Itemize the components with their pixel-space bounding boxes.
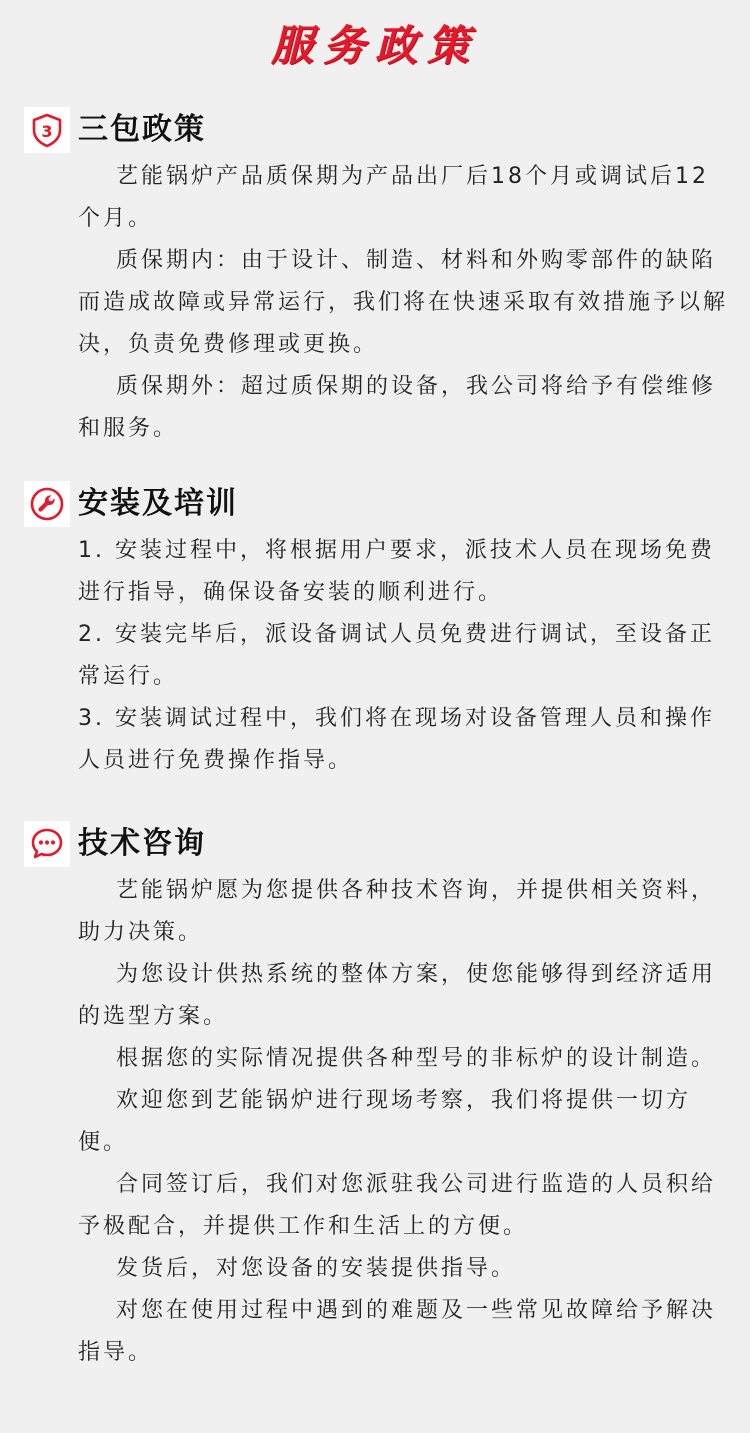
section-body xyxy=(78,530,728,782)
section-title: 三包政策 xyxy=(78,112,206,147)
paragraph: 合同签订后，我们对您派驻我公司进行监造的人员积给予极配合，并提供工作和生活上的方便。 xyxy=(78,1172,717,1239)
section-header xyxy=(0,818,750,870)
section-title: 安装及培训 xyxy=(78,486,238,521)
paragraph: 2. 安装完毕后，派设备调试人员免费进行调试，至设备正常运行。 xyxy=(78,622,715,689)
wrench-icon xyxy=(24,481,70,527)
paragraph: 艺能锅炉愿为您提供各种技术咨询，并提供相关资料，助力决策。 xyxy=(78,878,717,945)
chat-bubble-icon xyxy=(24,821,70,867)
paragraph: 质保期外：超过质保期的设备，我公司将给予有偿维修和服务。 xyxy=(78,374,717,441)
paragraph: 艺能锅炉产品质保期为产品出厂后18个月或调试后12个月。 xyxy=(78,164,709,231)
paragraph: 发货后，对您设备的安装提供指导。 xyxy=(116,1256,517,1281)
paragraph: 对您在使用过程中遇到的难题及一些常见故障给予解决指导。 xyxy=(78,1298,717,1365)
page-title: 服务政策 xyxy=(270,21,479,70)
section-title: 技术咨询 xyxy=(78,826,206,861)
paragraph: 1. 安装过程中，将根据用户要求，派技术人员在现场免费进行指导，确保设备安装的顺利进行。 xyxy=(78,538,715,605)
section-body xyxy=(78,156,728,450)
section-warranty-policy xyxy=(0,104,750,454)
paragraph: 为您设计供热系统的整体方案，使您能够得到经济适用的选型方案。 xyxy=(78,962,717,1029)
paragraph: 欢迎您到艺能锅炉进行现场考察，我们将提供一切方便。 xyxy=(78,1088,692,1155)
paragraph: 3. 安装调试过程中，我们将在现场对设备管理人员和操作人员进行免费操作指导。 xyxy=(78,706,715,773)
paragraph: 根据您的实际情况提供各种型号的非标炉的设计制造。 xyxy=(116,1046,717,1071)
section-technical-consulting xyxy=(0,818,750,1428)
section-header xyxy=(0,478,750,530)
section-body xyxy=(78,870,728,1374)
paragraph: 质保期内：由于设计、制造、材料和外购零部件的缺陷而造成故障或异常运行，我们将在快速采取有效措施予以解决，负责免费修理或更换。 xyxy=(78,248,729,357)
shield-three-icon xyxy=(24,107,70,153)
svg-text:3: 3 xyxy=(41,122,53,141)
section-header xyxy=(0,104,750,156)
section-installation-training xyxy=(0,478,750,798)
